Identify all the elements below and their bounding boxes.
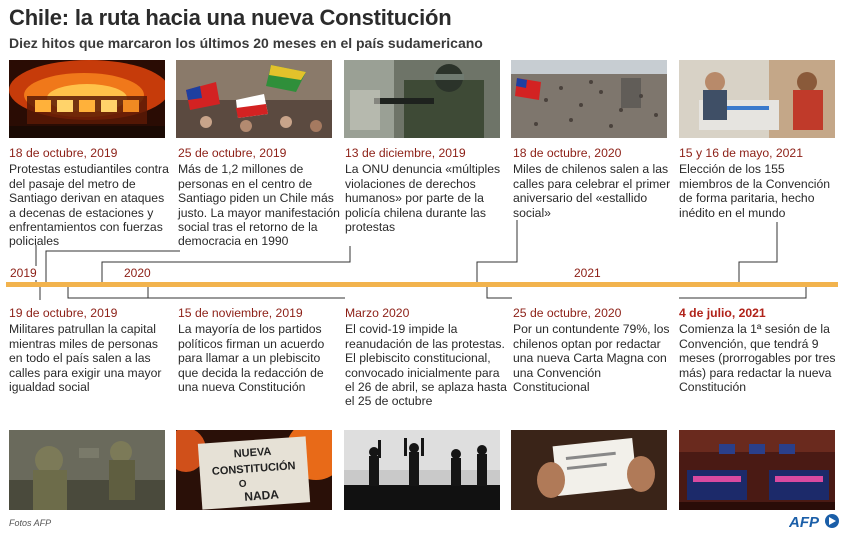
event-date: 4 de julio, 2021 <box>679 306 766 320</box>
event-description: La mayoría de los partidos políticos firman un acuerdo para llamar a un plebiscito que decida la redacción de una nueva Constitución <box>178 322 325 395</box>
photo-convention-hall <box>679 430 835 510</box>
event-2020-10-25 <box>513 306 675 394</box>
event-description: Más de 1,2 millones de personas en el centro de Santiago piden un Chile más justo. La mayor manifestación social tras el retorno de la democracia en 1990 <box>178 162 340 249</box>
sign-text-line-2: CONSTITUCIÓN <box>211 460 296 478</box>
event-description: Por un contundente 79%, los chilenos optan por redactar una nueva Carta Magna con una Convención Constitucional <box>513 322 670 395</box>
event-date: 15 de noviembre, 2019 <box>178 306 303 320</box>
event-date: 25 de octubre, 2020 <box>513 306 622 320</box>
year-label-2021: 2021 <box>574 266 601 280</box>
event-2021-07-04 <box>679 306 841 394</box>
event-description: Miles de chilenos salen a las calles para celebrar el primer aniversario del «estallido social» <box>513 162 671 220</box>
year-label-2020: 2020 <box>124 266 151 280</box>
timeline-bar <box>6 282 838 287</box>
photo-credit: Fotos AFP <box>9 518 52 528</box>
connector-2021-07-04 <box>679 286 806 298</box>
year-label-2019: 2019 <box>10 266 37 280</box>
event-2021-05-15 <box>679 146 841 220</box>
photo-voting <box>679 60 835 138</box>
connector-2020-10-25 <box>487 286 512 298</box>
event-2019-10-25 <box>178 146 340 249</box>
event-description: Comienza la 1ª sesión de la Convención, que tendrá 9 meses (prorrogables por tres más) para redactar la nueva Constitución <box>679 322 836 395</box>
connector-2021-05-15 <box>739 222 777 283</box>
page-title: Chile: la ruta hacia una nueva Constitución <box>9 5 452 30</box>
event-2019-10-18 <box>9 146 171 249</box>
event-description: Militares patrullan la capital mientras miles de personas en todo el país salen a las calles para exigir una mayor igualdad social <box>9 322 162 395</box>
connector-2019-11-15 <box>68 286 180 298</box>
event-2020-10-18 <box>513 146 675 220</box>
event-description: Protestas estudiantiles contra del pasaje del metro de Santiago derivan en ataques a decenas de estaciones y enfrentamientos con fuerzas policiales <box>9 162 169 249</box>
afp-logo-text: AFP <box>789 514 819 530</box>
photo-crowd-flags <box>176 60 332 138</box>
event-2019-11-15 <box>178 306 340 394</box>
event-2019-10-19 <box>9 306 171 394</box>
connector-2020-03 <box>148 286 345 298</box>
photo-silhouettes <box>344 430 500 510</box>
event-date: 19 de octubre, 2019 <box>9 306 118 320</box>
event-description: El covid-19 impide la reanudación de las protestas. El plebiscito constitucional, convocado inicialmente para el 26 de abril, se aplaza hasta el 25 de octubre <box>345 322 507 409</box>
photo-plaza-crowd <box>511 60 667 138</box>
event-description: Elección de los 155 miembros de la Convención de forma paritaria, hecho inédito en el mundo <box>679 162 831 220</box>
photo-ballot <box>511 430 667 510</box>
sign-text-line-1: NUEVA <box>233 445 272 461</box>
event-date: Marzo 2020 <box>345 306 410 320</box>
photo-protest-sign <box>176 430 332 510</box>
sign-text-line-3: O <box>238 478 248 491</box>
event-date: 13 de diciembre, 2019 <box>345 146 466 160</box>
photo-riot-police <box>344 60 500 138</box>
event-2020-03 <box>345 306 507 409</box>
event-2019-12-13 <box>345 146 507 234</box>
afp-logo <box>789 512 841 530</box>
photo-soldiers <box>9 430 165 510</box>
event-date: 15 y 16 de mayo, 2021 <box>679 146 803 160</box>
connector-2019-10-25 <box>46 251 180 283</box>
event-description: La ONU denuncia «múltiples violaciones de derechos humanos» por parte de la policía chilena durante las protestas <box>345 162 501 235</box>
event-date: 25 de octubre, 2019 <box>178 146 287 160</box>
event-date: 18 de octubre, 2020 <box>513 146 622 160</box>
page-subtitle: Diez hitos que marcaron los últimos 20 meses en el país sudamericano <box>9 35 483 51</box>
photo-burning-bus <box>9 60 165 138</box>
sign-text-line-4: NADA <box>243 487 280 504</box>
event-date: 18 de octubre, 2019 <box>9 146 118 160</box>
